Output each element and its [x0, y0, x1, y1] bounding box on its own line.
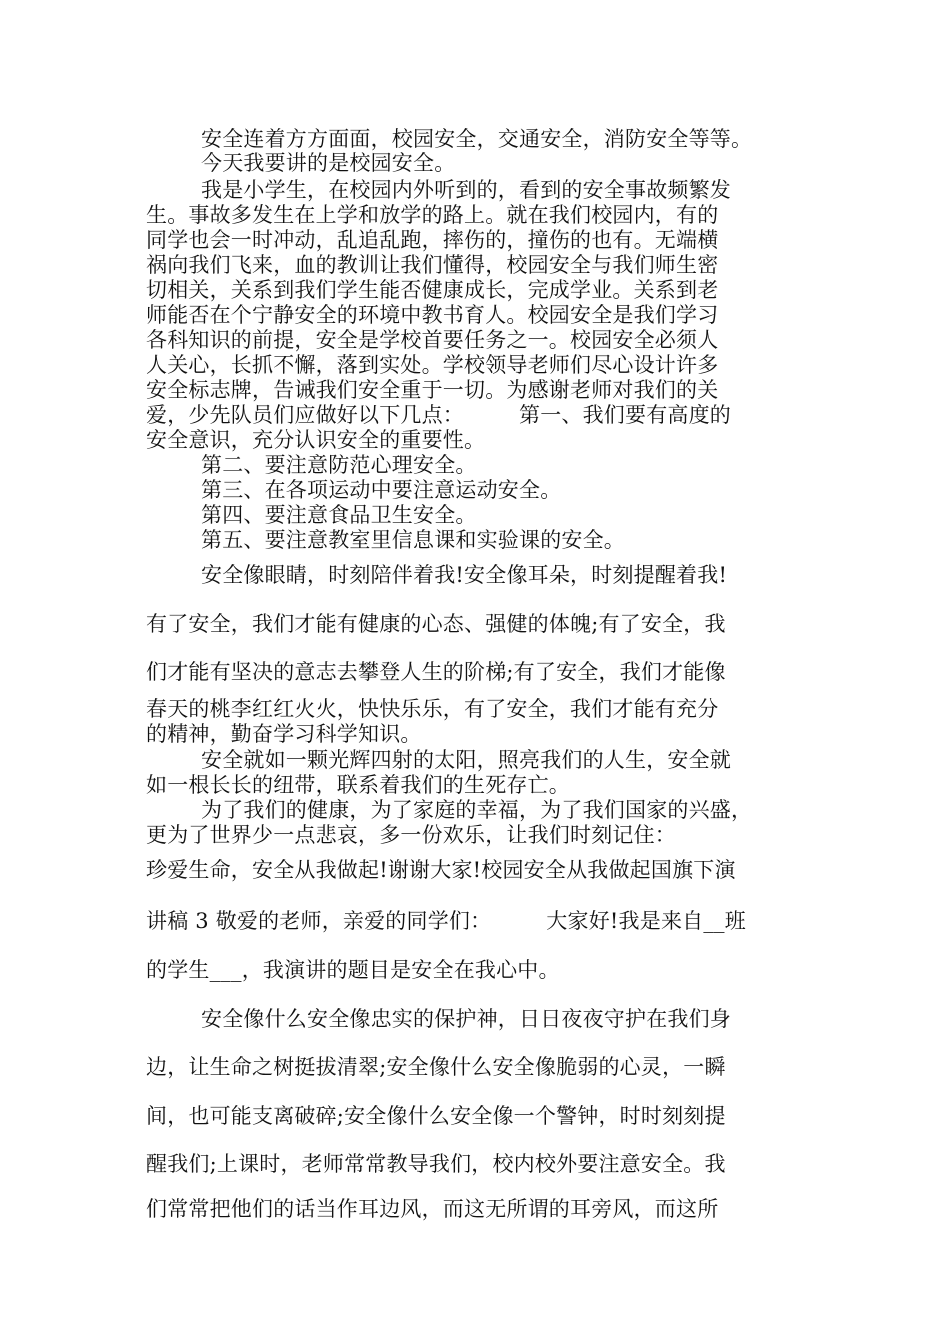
- text-line: 安全标志牌，告诫我们安全重于一切。为感谢老师对我们的关: [146, 378, 719, 402]
- text-line: 同学也会一时冲动，乱追乱跑，摔伤的，撞伤的也有。无端横: [146, 228, 719, 252]
- text-line: 祸向我们飞来，血的教训让我们懂得，校园安全与我们师生密: [146, 253, 719, 277]
- text-line: 讲稿 3 敬爱的老师，亲爱的同学们： 大家好!我是来自__班: [146, 909, 746, 933]
- text-line: 边，让生命之树挺拔清翠;安全像什么安全像脆弱的心灵，一瞬: [146, 1055, 726, 1079]
- text-line: 人关心，长抓不懈，落到实处。学校领导老师们尽心设计许多: [146, 353, 719, 377]
- text-line: 为了我们的健康，为了家庭的幸福，为了我们国家的兴盛，: [146, 798, 753, 822]
- text-line: 我是小学生，在校园内外听到的，看到的安全事故频繁发: [146, 178, 731, 202]
- text-line: 珍爱生命，安全从我做起!谢谢大家!校园安全从我做起国旗下演: [146, 858, 736, 882]
- text-line: 有了安全，我们才能有健康的心态、强健的体魄;有了安全，我: [146, 612, 726, 636]
- text-line: 安全意识，充分认识安全的重要性。: [146, 428, 486, 452]
- text-line: 安全像眼睛，时刻陪伴着我!安全像耳朵，时刻提醒着我!: [146, 563, 728, 587]
- text-line: 间，也可能支离破碎;安全像什么安全像一个警钟，时时刻刻提: [146, 1104, 726, 1128]
- text-line: 更为了世界少一点悲哀，多一份欢乐，让我们时刻记住：: [146, 823, 676, 847]
- text-line: 安全像什么安全像忠实的保护神，日日夜夜守护在我们身: [146, 1007, 731, 1031]
- text-line: 的精神，勤奋学习科学知识。: [146, 722, 422, 746]
- text-line: 生。事故多发生在上学和放学的路上。就在我们校园内，有的: [146, 203, 719, 227]
- text-line: 第三、在各项运动中要注意运动安全。: [146, 478, 562, 502]
- text-line: 第五、要注意教室里信息课和实验课的安全。: [146, 528, 626, 552]
- text-line: 今天我要讲的是校园安全。: [146, 151, 456, 175]
- text-line: 爱，少先队员们应做好以下几点： 第一、我们要有高度的: [146, 403, 731, 427]
- text-line: 第二、要注意防范心理安全。: [146, 453, 477, 477]
- text-line: 安全就如一颗光辉四射的太阳，照亮我们的人生，安全就: [146, 748, 731, 772]
- text-line: 如一根长长的纽带，联系着我们的生死存亡。: [146, 773, 570, 797]
- text-line: 第四、要注意食品卫生安全。: [146, 503, 477, 527]
- text-line: 师能否在个宁静安全的环境中教书育人。校园安全是我们学习: [146, 303, 719, 327]
- text-line: 醒我们;上课时，老师常常教导我们，校内校外要注意安全。我: [146, 1152, 726, 1176]
- text-line: 安全连着方方面面，校园安全，交通安全，消防安全等等。: [146, 127, 753, 151]
- text-line: 各科知识的前提，安全是学校首要任务之一。校园安全必须人: [146, 328, 719, 352]
- text-line: 的学生___，我演讲的题目是安全在我心中。: [146, 958, 560, 982]
- text-line: 们常常把他们的话当作耳边风，而这无所谓的耳旁风，而这所: [146, 1197, 719, 1221]
- text-line: 们才能有坚决的意志去攀登人生的阶梯;有了安全，我们才能像: [146, 660, 726, 684]
- text-line: 春天的桃李红红火火，快快乐乐，有了安全，我们才能有充分: [146, 697, 719, 721]
- text-line: 切相关，关系到我们学生能否健康成长，完成学业。关系到老: [146, 278, 719, 302]
